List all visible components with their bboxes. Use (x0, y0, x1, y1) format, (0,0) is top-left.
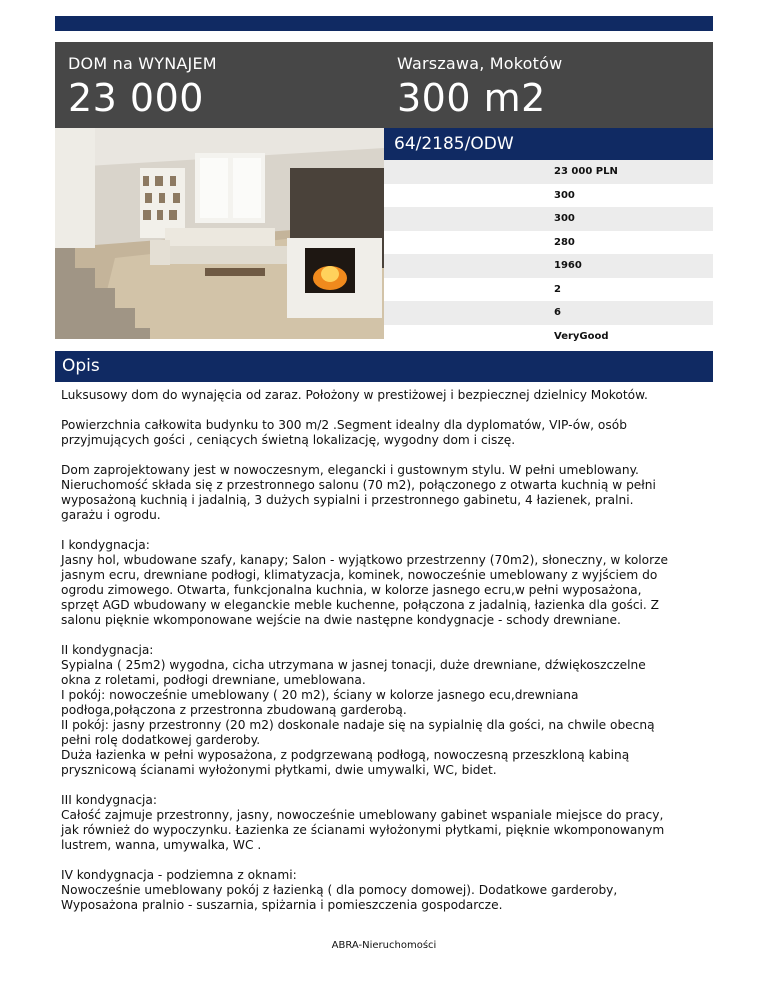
listing-type: DOM na WYNAJEM (68, 54, 217, 73)
description-paragraph: Dom zaprojektowany jest w nowoczesnym, elegancki i gustownym stylu. W pełni umeblowany. Nieruchomość składa się z przestronnego salonu (70 m2), połączonego z otwarta kuchnią w pełni wyposażoną kuchnią i jadalnią, 3 dużych sypialni i przestronnego gabinetu, 4 łazienek, pralni. garażu i ogrodu. (61, 463, 656, 522)
interior-photo (55, 128, 384, 339)
reference-number: 64/2185/ODW (384, 128, 713, 160)
spec-row: 300 (384, 184, 713, 208)
description-paragraph: III kondygnacja: Całość zajmuje przestronny, jasny, nowocześnie umeblowany gabinet wspaniale miejsce do pracy, jak również do wypoczynku. Łazienka ze ścianami wyłożonymi płytkami, pięknie wkomponowanym lustrem, wanna, umywalka, WC . (61, 793, 665, 852)
spec-row: 280 (384, 231, 713, 255)
description-paragraph: Powierzchnia całkowita budynku to 300 m/2 .Segment idealny dla dyplomatów, VIP-ów, osób przyjmujących gości , ceniących świetną lokalizację, wygodny dom i ciszę. (61, 418, 627, 447)
header-left (68, 54, 217, 120)
listing-header (55, 42, 713, 128)
description-heading: Opis (55, 351, 713, 382)
spec-row: 1960 (384, 254, 713, 278)
listing-location: Warszawa, Mokotów (397, 54, 563, 73)
listing-price: 23 000 (68, 76, 204, 120)
header-right (397, 54, 562, 120)
description-paragraph: I kondygnacja: Jasny hol, wbudowane szafy, kanapy; Salon - wyjątkowo przestrzenny (70m2), słoneczny, w kolorze jasnym ecru, drewniane podłogi, klimatyzacja, kominek, nowocześnie umeblowany z wyjściem do ogrodu zimowego. Otwarta, funkcjonalna kuchnia, w kolorze jasnego ecru,w pełni wyposażona, sprzęt AGD wbudowany w eleganckie meble kuchenne, połączona z jadalnią, łazienka dla gości. Z salonu pięknie wkomponowane wejście na dwie następne kondygnacje - schody drewniane. (61, 538, 669, 627)
description-paragraph: Luksusowy dom do wynajęcia od zaraz. Położony w prestiżowej i bezpiecznej dzielnicy Mokotów. (61, 388, 648, 402)
top-accent-bar (55, 16, 713, 31)
interior-photo-icon (55, 128, 384, 339)
description-body (61, 388, 721, 928)
spec-row: VeryGood (384, 325, 713, 349)
listing-area: 300 m2 (397, 76, 546, 120)
footer-agency: ABRA-Nieruchomości (331, 940, 437, 951)
spec-row: 300 (384, 207, 713, 231)
spec-row: 6 (384, 301, 713, 325)
description-paragraph: IV kondygnacja - podziemna z oknami: Nowocześnie umeblowany pokój z łazienką ( dla pomocy domowej). Dodatkowe garderoby, Wyposażona pralnio - suszarnia, spiżarnia i pomieszczenia gospodarcze. (61, 868, 618, 912)
description-paragraph: II kondygnacja: Sypialna ( 25m2) wygodna, cicha utrzymana w jasnej tonacji, duże drewniane, dźwiękoszczelne okna z roletami, podłogi drewniane, umeblowana. I pokój: nowocześnie umeblowany ( 20 m2), ściany w kolorze jasnego ecu,drewniana podłoga,połączona z przestronna zbudowaną garderobą. II pokój: jasny przestronny (20 m2) doskonale nadaje się na sypialnię dla gości, na chwile obecną pełni rolę dodatkowej garderoby. Duża łazienka w pełni wyposażona, z podgrzewaną podłogą, nowoczesną przeszkloną kabiną prysznicową ścianami wyłożonymi płytkami, dwie umywalki, WC, bidet. (61, 643, 655, 777)
spec-row: 23 000 PLN (384, 160, 713, 184)
spec-row: 2 (384, 278, 713, 302)
specs-table (384, 160, 713, 348)
